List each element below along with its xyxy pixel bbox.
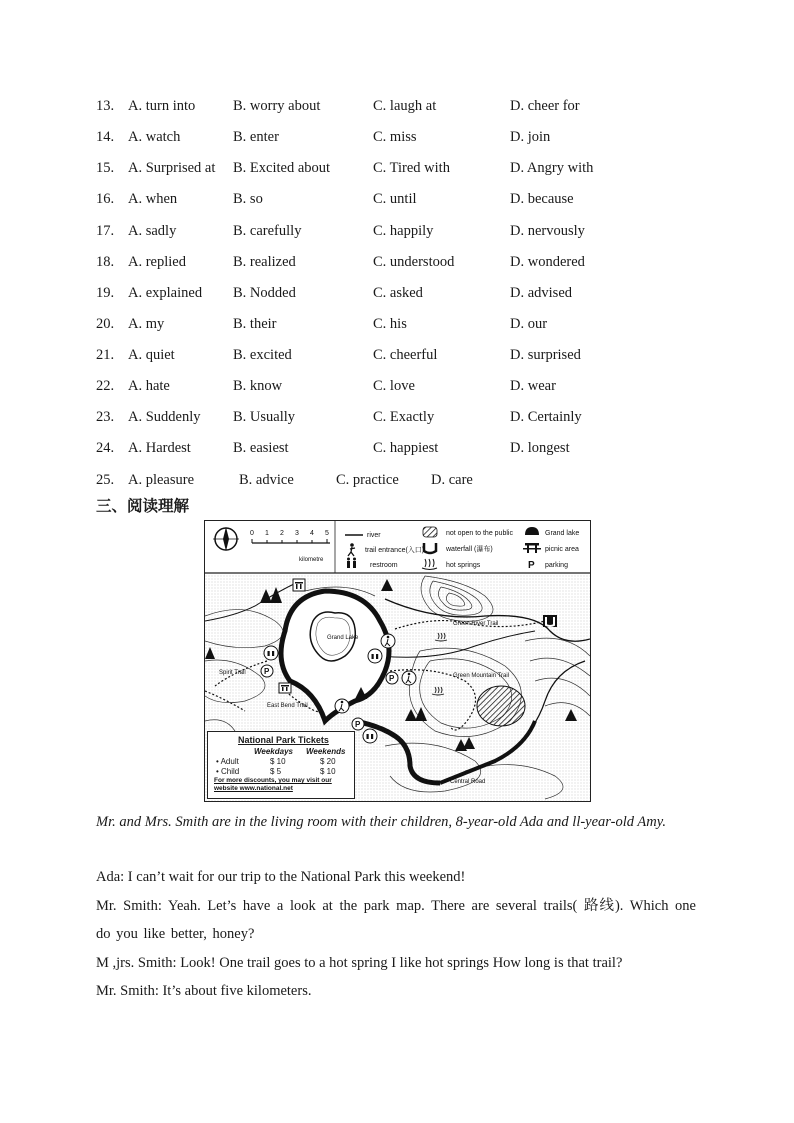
option-a: A. pleasure <box>128 472 195 488</box>
option-b: B. Excited about <box>233 160 331 176</box>
question-number: 16. <box>96 191 115 207</box>
option-d: D. care <box>431 472 473 488</box>
legend-trail-entrance: trail entrance(入口) <box>365 547 425 554</box>
question-number: 17. <box>96 223 115 239</box>
intro-paragraph: Mr. and Mrs. Smith are in the living room with their children, 8-year-old Ada and ll-year-old Amy. <box>96 814 666 830</box>
question-number: 14. <box>96 129 115 145</box>
legend-grand-lake: Grand lake <box>545 530 580 537</box>
question-number: 18. <box>96 254 115 270</box>
tickets-adult-weekends: $ 20 <box>320 757 336 766</box>
question-number: 15. <box>96 160 115 176</box>
not-open-area <box>477 686 525 726</box>
option-c: C. practice <box>336 472 399 488</box>
restroom-icon <box>347 558 356 569</box>
question-number: 20. <box>96 316 115 332</box>
option-c: C. until <box>373 191 417 207</box>
option-b: B. know <box>233 378 283 394</box>
option-c: C. love <box>373 378 415 394</box>
park-map <box>204 520 591 802</box>
option-c: C. Tired with <box>373 160 450 176</box>
option-b: B. Nodded <box>233 285 296 301</box>
option-a: A. replied <box>128 254 186 270</box>
parking-map-icon-2 <box>386 672 398 684</box>
tickets-title: National Park Tickets <box>238 735 329 745</box>
option-b: B. carefully <box>233 223 302 239</box>
hiker-map-icon <box>381 634 395 648</box>
parking-icon: P <box>528 560 535 571</box>
waterfall-map-icon <box>543 615 557 627</box>
tickets-weekends-header: Weekends <box>306 747 346 756</box>
legend-hot-springs: hot springs <box>446 562 481 569</box>
green-mountain-trail-label: Green Mountain Trail <box>453 673 510 679</box>
option-d: D. Certainly <box>510 409 582 425</box>
parking-map-icon-3 <box>352 718 364 730</box>
tickets-note <box>214 777 332 793</box>
option-a: A. quiet <box>128 347 175 363</box>
option-d: D. nervously <box>510 223 585 239</box>
option-b: B. advice <box>239 472 294 488</box>
hiker-icon <box>348 543 355 556</box>
dialogue-line-1: Ada: I can’t wait for our trip to the National Park this weekend! <box>96 869 466 885</box>
tickets-weekdays-header: Weekdays <box>254 747 293 756</box>
scale-number: 1 <box>265 530 269 537</box>
restroom-map-icon-2 <box>368 649 382 663</box>
option-b: B. realized <box>233 254 296 270</box>
question-number: 25. <box>96 472 115 488</box>
section-title: 三、阅读理解 <box>96 497 190 515</box>
question-number: 23. <box>96 409 115 425</box>
picnic-area-icon <box>293 579 305 591</box>
grand-lake-label: Grand Lake <box>327 635 359 641</box>
option-d: D. cheer for <box>510 98 580 114</box>
legend-restroom: restroom <box>370 562 398 569</box>
option-a: A. sadly <box>128 223 177 239</box>
scale-number: 5 <box>325 530 329 537</box>
option-d: D. because <box>510 191 574 207</box>
spirit-trail-label: Spirit Trail <box>219 670 246 676</box>
option-a: A. turn into <box>128 98 196 114</box>
option-d: D. surprised <box>510 347 581 363</box>
tickets-adult-weekdays: $ 10 <box>270 757 286 766</box>
question-number: 22. <box>96 378 115 394</box>
option-c: C. Exactly <box>373 409 435 425</box>
option-c: C. cheerful <box>373 347 438 363</box>
option-c: C. asked <box>373 285 423 301</box>
legend <box>345 527 579 571</box>
option-d: D. Angry with <box>510 160 594 176</box>
option-a: A. watch <box>128 129 181 145</box>
option-d: D. wear <box>510 378 556 394</box>
option-a: A. Hardest <box>128 440 191 456</box>
tickets-note-line1: For more discounts, you may visit our <box>214 777 332 784</box>
scale-number: 4 <box>310 530 314 537</box>
option-b: B. worry about <box>233 98 321 114</box>
option-d: D. wondered <box>510 254 585 270</box>
tickets-child-label: • Child <box>216 767 240 776</box>
legend-parking: parking <box>545 562 568 569</box>
compass-icon <box>213 527 239 551</box>
restroom-map-icon <box>264 646 278 660</box>
question-number: 21. <box>96 347 115 363</box>
option-a: A. Suddenly <box>128 409 201 425</box>
option-b: B. easiest <box>233 440 289 456</box>
option-c: C. laugh at <box>373 98 437 114</box>
svg-text:P: P <box>389 674 395 683</box>
picnic-map-icon-2 <box>279 683 291 693</box>
scale-number: 2 <box>280 530 284 537</box>
option-d: D. our <box>510 316 548 332</box>
dialogue-line-2: Mr. Smith: Yeah. Let’s have a look at the park map. There are several trails( 路线). Which one do you like better, honey? <box>96 898 696 942</box>
hiker-map-icon-2 <box>335 699 349 713</box>
dialogue-line-4: Mr. Smith: It’s about five kilometers. <box>96 983 312 999</box>
option-c: C. understood <box>373 254 455 270</box>
tickets-child-weekends: $ 10 <box>320 767 336 776</box>
option-c: C. miss <box>373 129 417 145</box>
option-d: D. longest <box>510 440 570 456</box>
option-a: A. Surprised at <box>128 160 216 176</box>
svg-text:P: P <box>264 667 270 676</box>
waterfall-icon <box>424 543 436 553</box>
option-c: C. his <box>373 316 407 332</box>
tickets-box <box>207 731 355 799</box>
legend-river: river <box>367 532 381 539</box>
question-number: 19. <box>96 285 115 301</box>
option-c: C. happiest <box>373 440 439 456</box>
option-b: B. their <box>233 316 277 332</box>
svg-text:P: P <box>355 720 361 729</box>
option-d: D. advised <box>510 285 573 301</box>
option-a: A. when <box>128 191 178 207</box>
not-open-icon <box>423 527 437 537</box>
option-b: B. Usually <box>233 409 296 425</box>
east-bend-trail-label: East Bend Trail <box>267 703 308 709</box>
option-a: A. my <box>128 316 165 332</box>
scale-bar <box>250 530 330 563</box>
question-number: 13. <box>96 98 115 114</box>
dialogue-line-3: M ,jrs. Smith: Look! One trail goes to a hot spring I like hot springs How long is that trail? <box>96 955 623 971</box>
option-a: A. hate <box>128 378 170 394</box>
question-number: 24. <box>96 440 115 456</box>
legend-not-open: not open to the public <box>446 530 513 537</box>
option-b: B. enter <box>233 129 279 145</box>
option-b: B. excited <box>233 347 292 363</box>
tickets-adult-label: • Adult <box>216 757 239 766</box>
tickets-note-line2: website www.national.net <box>214 785 293 792</box>
parking-map-icon <box>261 665 273 677</box>
option-c: C. happily <box>373 223 434 239</box>
restroom-map-icon-3 <box>363 729 377 743</box>
picnic-icon <box>523 543 541 553</box>
green-river-trail-label: Green River Trail <box>453 621 499 627</box>
option-b: B. so <box>233 191 263 207</box>
option-a: A. explained <box>128 285 203 301</box>
option-d: D. join <box>510 129 551 145</box>
scale-number: 0 <box>250 530 254 537</box>
legend-picnic-area: picnic area <box>545 546 579 553</box>
legend-waterfall: waterfall (瀑布) <box>446 546 493 553</box>
scale-number: 3 <box>295 530 299 537</box>
grand-lake-icon <box>525 527 539 535</box>
tickets-child-weekdays: $ 5 <box>270 767 282 776</box>
hot-springs-icon <box>422 559 437 570</box>
hiker-map-icon-3 <box>402 671 416 685</box>
central-road-label: Central Road <box>450 779 486 785</box>
scale-unit: kilometre <box>299 557 324 563</box>
